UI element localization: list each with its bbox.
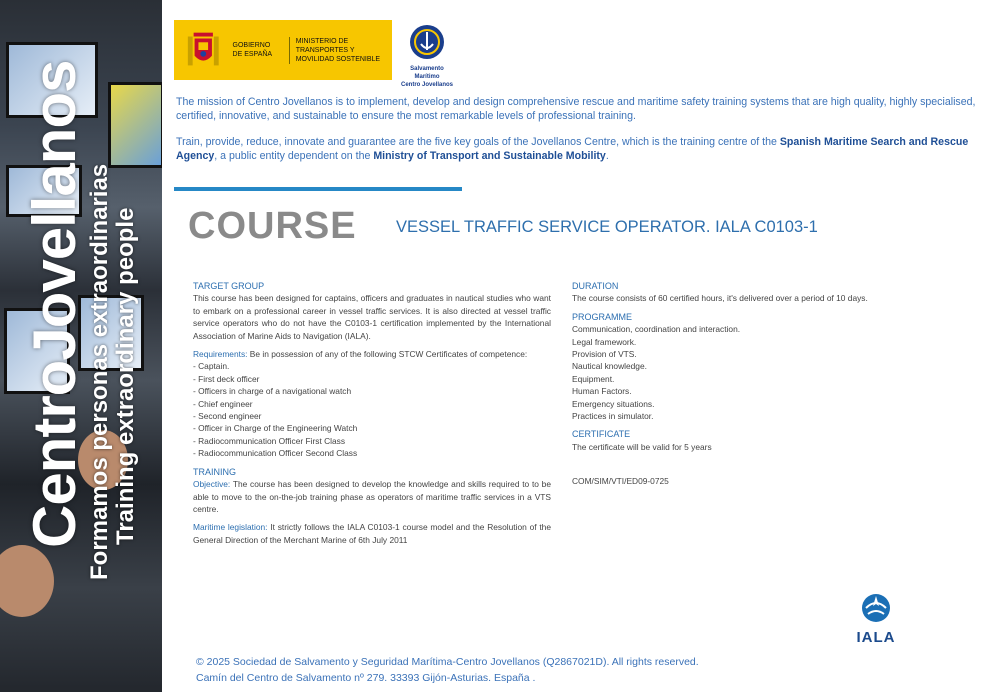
course-code: COM/SIM/VTI/ED09-0725 xyxy=(572,476,669,487)
salvamento-logo xyxy=(400,24,454,89)
mission-paragraph-2 xyxy=(176,135,986,163)
requirement-item: - First deck officer xyxy=(193,373,260,384)
copyright: © 2025 Sociedad de Salvamento y Seguridad Marítima-Centro Jovellanos (Q2867021D). All rights reserved. xyxy=(196,656,699,668)
maritime-legislation xyxy=(193,521,551,546)
brand-tagline-es: Formamos personas extraordinarias xyxy=(86,163,113,580)
requirements-text: Be in possession of any of the following STCW Certificates of competence: xyxy=(247,349,528,360)
coat-of-arms-icon xyxy=(184,28,223,72)
requirement-item: - Radiocommunication Officer Second Class xyxy=(193,448,358,459)
course-title: VESSEL TRAFFIC SERVICE OPERATOR. IALA C0103-1 xyxy=(396,218,818,236)
mission-statement xyxy=(176,95,986,175)
objective-text: The course has been designed to develop the knowledge and skills required to to be able to move to the on-the-job training phase as operators of maritime traffic services in a VTS centre. xyxy=(193,479,551,514)
legislation-text: It strictly follows the IALA C0103-1 course model and the Resolution of the General Direction of the Merchant Marine of 6th July 2011 xyxy=(193,522,551,545)
legislation-label: Maritime legislation: xyxy=(193,522,268,533)
programme-heading: PROGRAMME xyxy=(572,311,633,322)
target-group-text: This course has been designed for captains, officers and graduates in nautical studies who want to embark on a professional career in vessel traffic services. It is also directed at vessel traffic service operators who do not have the C0103-1 certification implemented by the International Association of Marine Aids to Navigation (IALA). xyxy=(193,293,551,341)
mission-text: Train, provide, reduce, innovate and guarantee are the five key goals of the Jovellanos Centre, which is the training centre of the xyxy=(176,136,780,148)
address: Camín del Centro de Salvamento nº 279. 33393 Gijón-Asturias. España . xyxy=(196,672,536,684)
mission-paragraph-1: The mission of Centro Jovellanos is to implement, develop and design comprehensive rescue and maritime safety training systems that are high quality, highly specialised, certified, innovative, and sustainable to ensure the most remarkable levels of professional training. xyxy=(176,96,976,122)
certificate-heading: CERTIFICATE xyxy=(572,429,631,440)
requirement-item: - Captain. xyxy=(193,361,230,372)
requirement-item: - Chief engineer xyxy=(193,398,253,409)
brand-tagline-en: Training extraordinary people xyxy=(112,207,139,545)
programme-item: Equipment. xyxy=(572,373,615,384)
iala-globe-icon xyxy=(860,592,892,624)
iala-label: IALA xyxy=(856,629,896,646)
iala-logo xyxy=(846,592,906,646)
course-heading: COURSE xyxy=(188,205,357,247)
left-column xyxy=(193,280,551,546)
agency-name: Spanish Maritime Search and Rescue Agency xyxy=(176,136,969,162)
requirement-item: - Second engineer xyxy=(193,411,262,422)
objective xyxy=(193,478,551,515)
objective-label: Objective: xyxy=(193,479,231,490)
brand-title: CentroJovellanos xyxy=(21,60,88,548)
salvamento-sub-label: Centro Jovellanos xyxy=(400,82,453,88)
footer xyxy=(196,654,699,686)
government-logo xyxy=(174,20,392,80)
programme-item: Provision of VTS. xyxy=(572,349,637,360)
programme-item: Legal framework. xyxy=(572,336,637,347)
target-group-heading: TARGET GROUP xyxy=(193,281,265,291)
programme-item: Emergency situations. xyxy=(572,398,655,409)
duration-text: The course consists of 60 certified hours, it's delivered over a period of 10 days. xyxy=(572,293,868,304)
ministry-name: Ministry of Transport and Sustainable Mobility xyxy=(373,150,606,162)
requirement-item: - Officers in charge of a navigational watch xyxy=(193,386,352,397)
programme-item: Human Factors. xyxy=(572,386,632,397)
programme-item: Practices in simulator. xyxy=(572,411,654,422)
mission-text: . xyxy=(605,150,609,162)
certificate-text: The certificate will be valid for 5 years xyxy=(572,441,712,452)
salvamento-emblem-icon xyxy=(409,24,445,60)
programme-item: Communication, coordination and interaction. xyxy=(572,324,741,335)
programme-item: Nautical knowledge. xyxy=(572,361,647,372)
sidebar-branding xyxy=(0,0,162,692)
right-column xyxy=(572,280,952,488)
mission-text: , a public entity dependent on the xyxy=(214,150,374,162)
divider xyxy=(174,187,462,191)
requirement-item: - Officer in Charge of the Engineering Watch xyxy=(193,423,358,434)
requirements-label: Requirements: xyxy=(193,349,248,360)
requirements xyxy=(193,348,551,360)
salvamento-label: Salvamento Marítimo xyxy=(410,66,444,80)
training-heading: TRAINING xyxy=(193,466,237,477)
ministerio-label: MINISTERIO DE TRANSPORTES Y MOVILIDAD SOSTENIBLE xyxy=(289,37,392,64)
duration-heading: DURATION xyxy=(572,281,619,291)
requirement-item: - Radiocommunication Officer First Class xyxy=(193,435,346,446)
gobierno-label: GOBIERNO DE ESPAÑA xyxy=(232,42,273,58)
